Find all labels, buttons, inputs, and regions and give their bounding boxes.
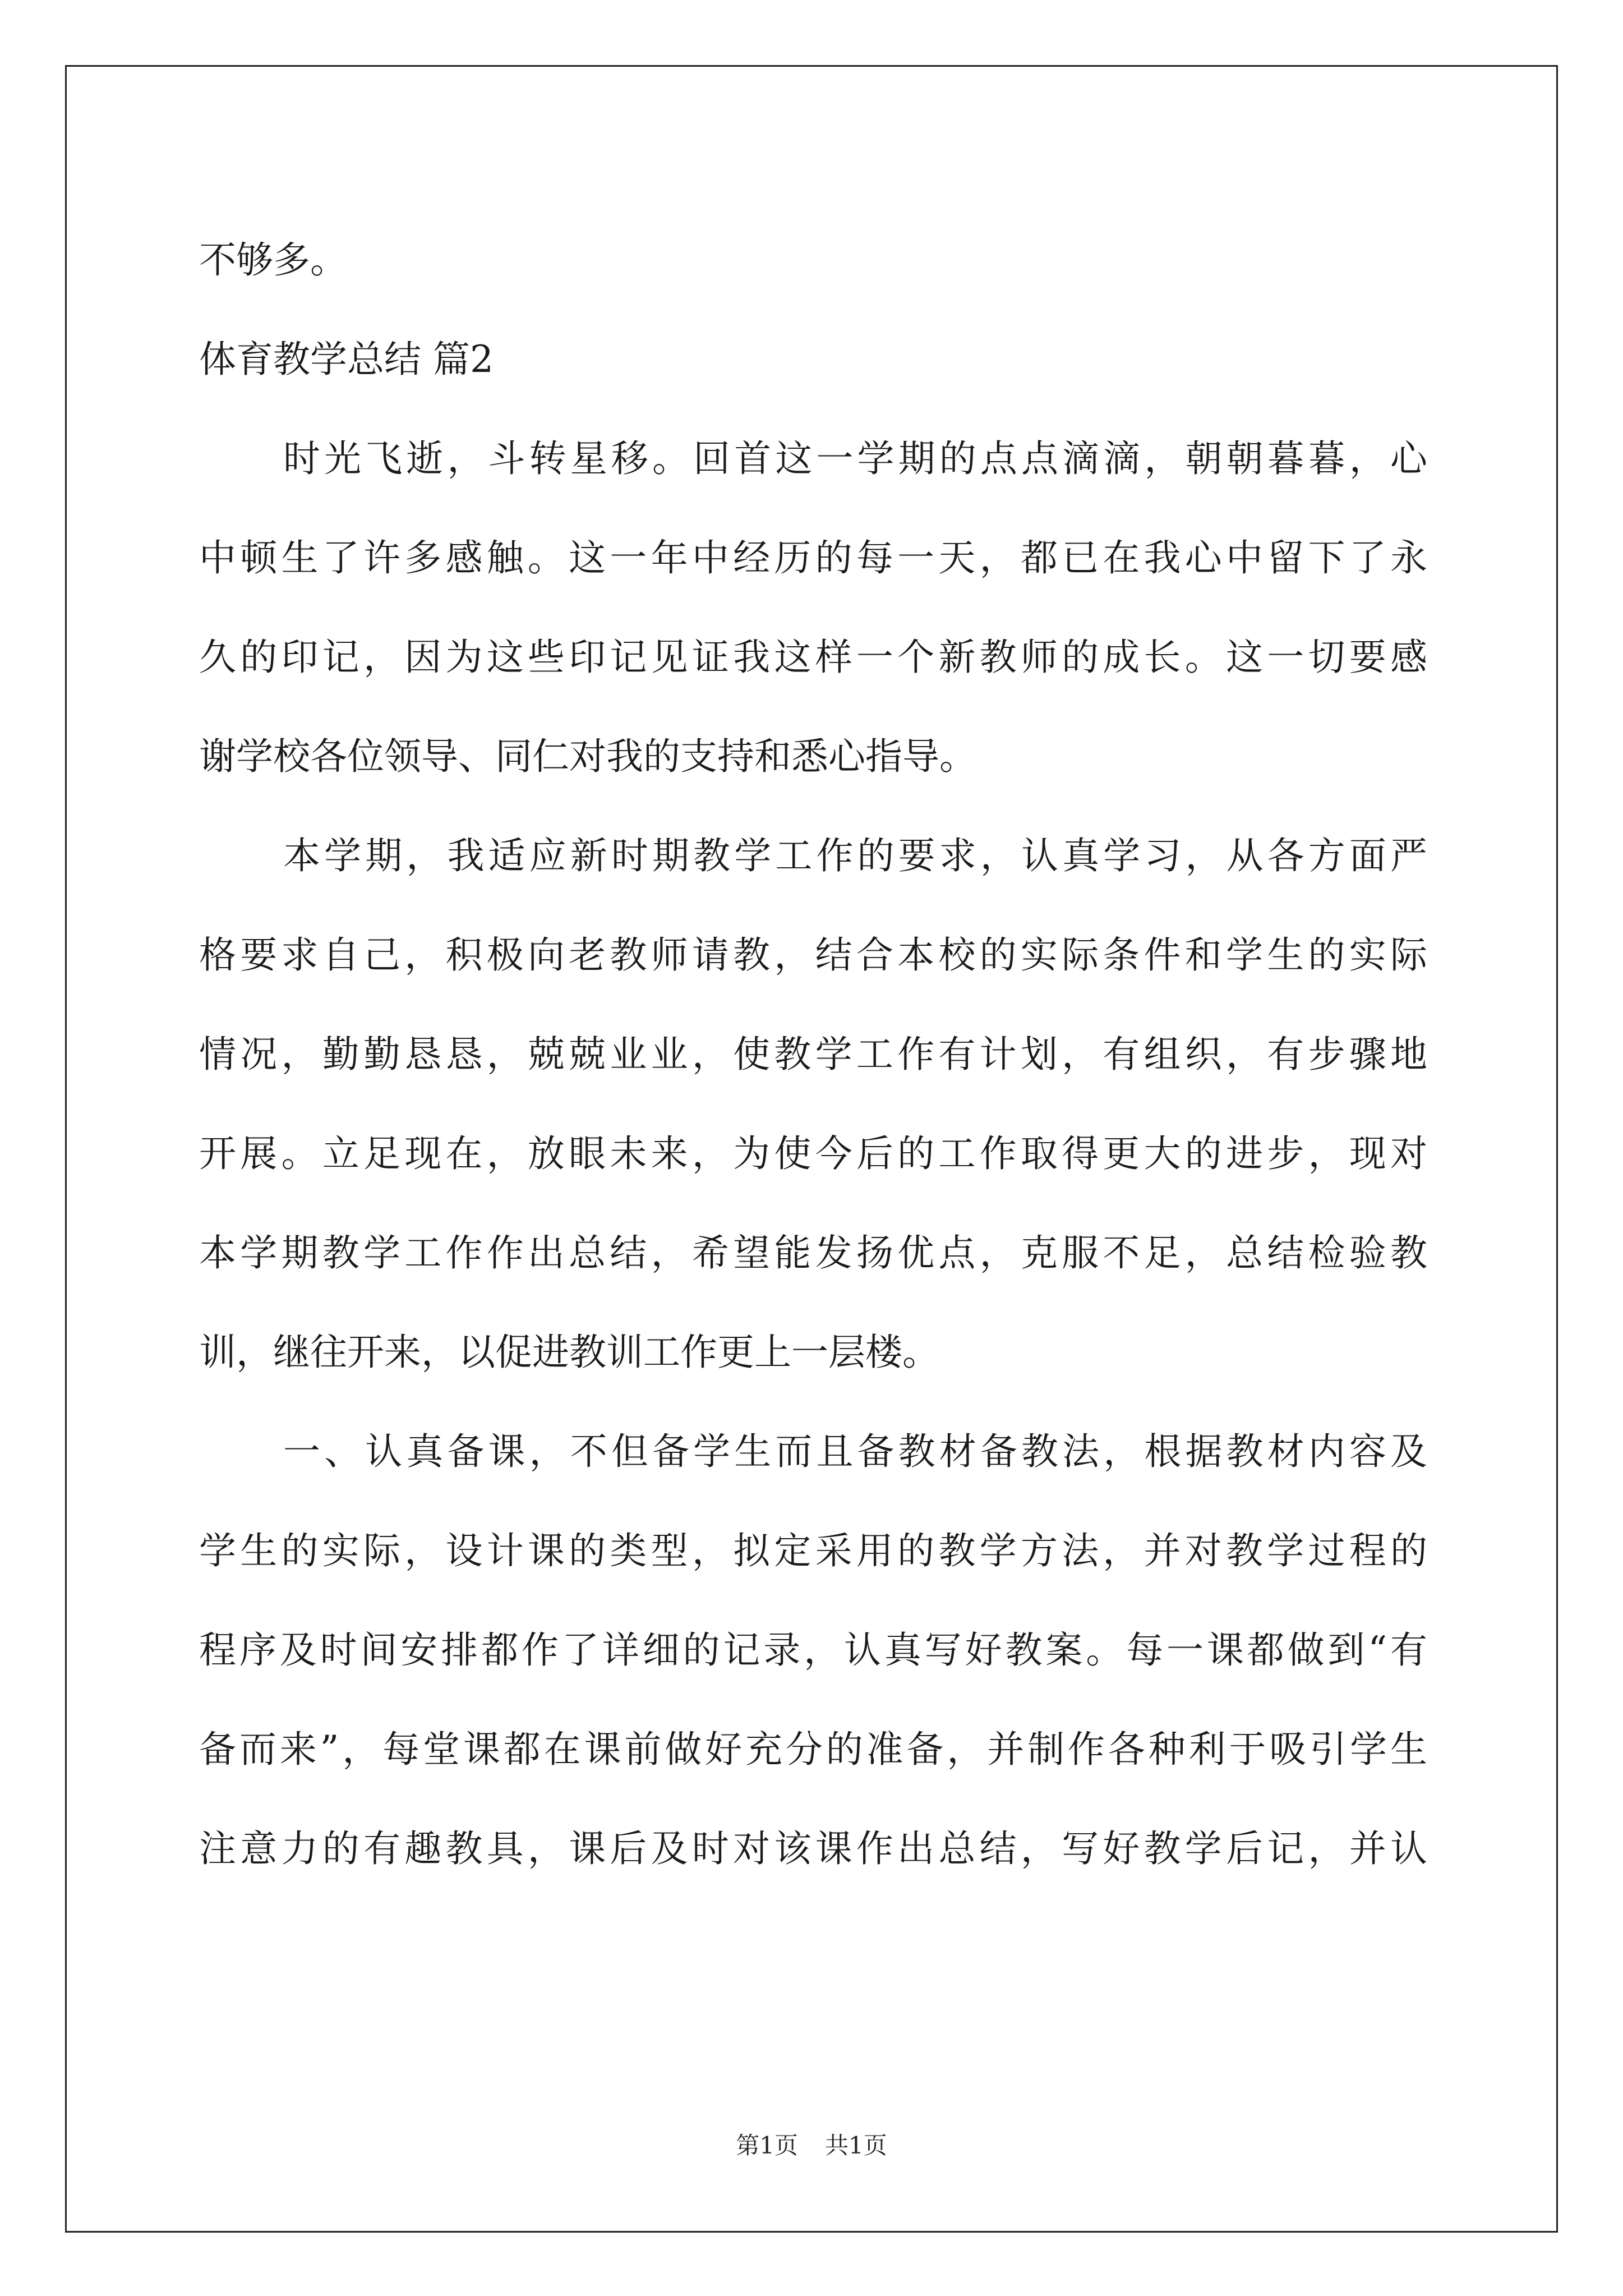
text-line: 训，继往开来，以促进教训工作更上一层楼。 <box>199 1331 939 1374</box>
text-line: 一、认真备课，不但备学生而且备教材备教法，根据教材内容及 <box>283 1430 1427 1473</box>
page-footer <box>0 2129 1623 2162</box>
text-line: 本学期教学工作作出总结，希望能发扬优点，克服不足，总结检验教 <box>199 1231 1427 1274</box>
page-total: 共1页 <box>825 2132 887 2159</box>
text-line: 久的印记，因为这些印记见证我这样一个新教师的成长。这一切要感 <box>199 636 1427 679</box>
section-heading: 体育教学总结 篇2 <box>199 338 494 381</box>
text-line: 不够多。 <box>199 238 347 282</box>
text-line: 开展。立足现在，放眼未来，为使今后的工作取得更大的进步，现对 <box>199 1132 1427 1175</box>
text-line: 中顿生了许多感触。这一年中经历的每一天，都已在我心中留下了永 <box>199 536 1427 579</box>
text-line: 学生的实际，设计课的类型，拟定采用的教学方法，并对教学过程的 <box>199 1529 1427 1572</box>
text-line: 谢学校各位领导、同仁对我的支持和悉心指导。 <box>199 735 976 778</box>
text-line: 注意力的有趣教具，课后及时对该课作出总结，写好教学后记，并认 <box>199 1827 1427 1870</box>
text-line: 备而来”，每堂课都在课前做好充分的准备，并制作各种利于吸引学生 <box>199 1728 1427 1771</box>
text-line: 时光飞逝，斗转星移。回首这一学期的点点滴滴，朝朝暮暮，心 <box>283 437 1427 480</box>
text-line: 本学期，我适应新时期教学工作的要求，认真学习，从各方面严 <box>283 834 1427 877</box>
text-line: 格要求自己，积极向老教师请教，结合本校的实际条件和学生的实际 <box>199 933 1427 977</box>
page-number: 第1页 <box>736 2132 798 2159</box>
text-line: 程序及时间安排都作了详细的记录，认真写好教案。每一课都做到“有 <box>199 1628 1427 1672</box>
text-line: 情况，勤勤恳恳，兢兢业业，使教学工作有计划，有组织，有步骤地 <box>199 1033 1427 1076</box>
document-body <box>199 210 1427 1898</box>
